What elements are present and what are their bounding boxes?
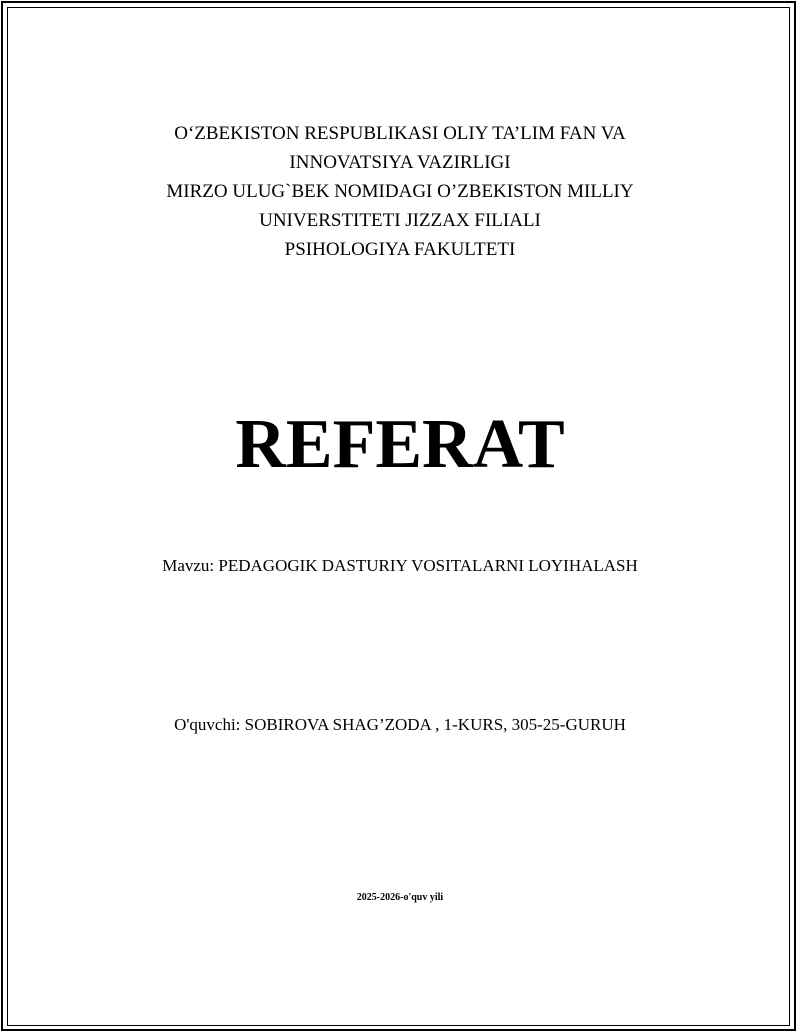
header-line-university-2: UNIVERSTITETI JIZZAX FILIALI <box>259 210 541 231</box>
topic-line: Mavzu: PEDAGOGIK DASTURIY VOSITALARNI LOYIHALASH <box>162 556 638 575</box>
header-line-university-1: MIRZO ULUG`BEK NOMIDAGI O’ZBEKISTON MILLIY <box>166 181 634 202</box>
header-line-ministry-1: O‘ZBEKISTON RESPUBLIKASI OLIY TA’LIM FAN VA <box>174 123 626 144</box>
header-line-ministry-2: INNOVATSIYA VAZIRLIGI <box>289 152 511 173</box>
document-title: REFERAT <box>235 406 565 483</box>
academic-year: 2025-2026-o'quv yili <box>356 892 444 903</box>
student-line: O'quvchi: SOBIROVA SHAG’ZODA , 1-KURS, 305-25-GURUH <box>174 715 626 734</box>
institution-header <box>0 119 800 264</box>
header-line-faculty: PSIHOLOGIYA FAKULTETI <box>284 239 516 260</box>
